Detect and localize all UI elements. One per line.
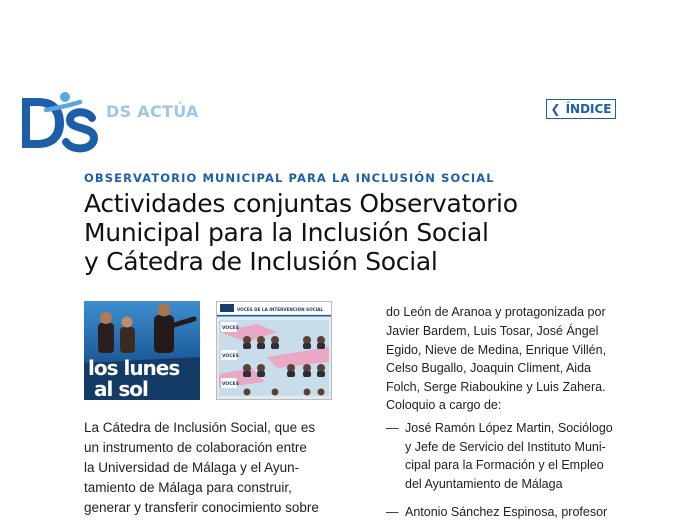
graphic-header: VOCES DE LA INTERVENCIÓN SOCIAL: [237, 307, 324, 312]
dash-bullet: —: [386, 505, 399, 520]
list-item-line: cipal para la Formación y el Empleo: [405, 458, 604, 473]
poster-title-line: los lunes: [88, 356, 180, 380]
paragraph-line: Folch, Serge Riaboukine y Luis Zahera.: [386, 380, 606, 395]
article-kicker: OBSERVATORIO MUNICIPAL PARA LA INCLUSIÓN SOCIAL: [84, 171, 495, 185]
index-button[interactable]: [546, 99, 616, 119]
graphic-brand: VOCES: [222, 382, 239, 387]
paragraph-line: la Universidad de Málaga y el Ayun-: [84, 460, 300, 475]
paragraph-line: La Cátedra de Inclusión Social, que es: [84, 420, 316, 435]
paragraph-line: Egido, Nieve de Medina, Enrique Villén,: [386, 342, 607, 357]
title-line: Municipal para la Inclusión Social: [84, 218, 489, 247]
paragraph-line: do León de Aranoa y protagonizada por: [386, 305, 606, 319]
paragraph-line: Celso Bugallo, Joaquin Climent, Aida: [386, 361, 591, 376]
intro-paragraph: [84, 418, 336, 518]
list-item-line: José Ramón López Martin, Sociólogo: [405, 421, 613, 435]
paragraph-line: generar y transferir conocimiento sobre: [84, 500, 319, 515]
paragraph-line: un instrumento de colaboración entre: [84, 440, 307, 455]
list-item: [386, 419, 622, 493]
graphic-brand: VOCES: [222, 326, 239, 331]
paragraph-line: Javier Bardem, Luis Tosar, José Ángel: [386, 323, 599, 338]
poster-title-line: al sol: [94, 377, 148, 400]
graphic-brand: VOCES: [222, 354, 239, 359]
title-line: Actividades conjuntas Observatorio: [84, 189, 518, 218]
voces-graphic-image: [216, 301, 332, 400]
index-label: ÍNDICE: [565, 102, 612, 116]
chevron-left-icon: ❮: [550, 102, 561, 116]
list-item-line: del Ayuntamiento de Málaga: [405, 476, 563, 491]
list-item-line: Antonio Sánchez Espinosa, profesor: [405, 505, 608, 520]
article-title: [84, 189, 644, 276]
paragraph-line: tamiento de Málaga para construir,: [84, 480, 292, 495]
colloquium-label: Coloquio a cargo de:: [386, 398, 502, 412]
ds-logo: [18, 88, 102, 156]
title-line: y Cátedra de Inclusión Social: [84, 247, 438, 276]
film-description: [386, 303, 618, 397]
list-item-line: y Jefe de Servicio del Instituto Muni-: [405, 439, 606, 454]
list-item: [386, 503, 622, 522]
film-poster-image: [84, 301, 200, 400]
dash-bullet: —: [386, 421, 399, 435]
colloquium-list: [386, 419, 622, 522]
section-tag: DS ACTÚA: [106, 102, 199, 121]
